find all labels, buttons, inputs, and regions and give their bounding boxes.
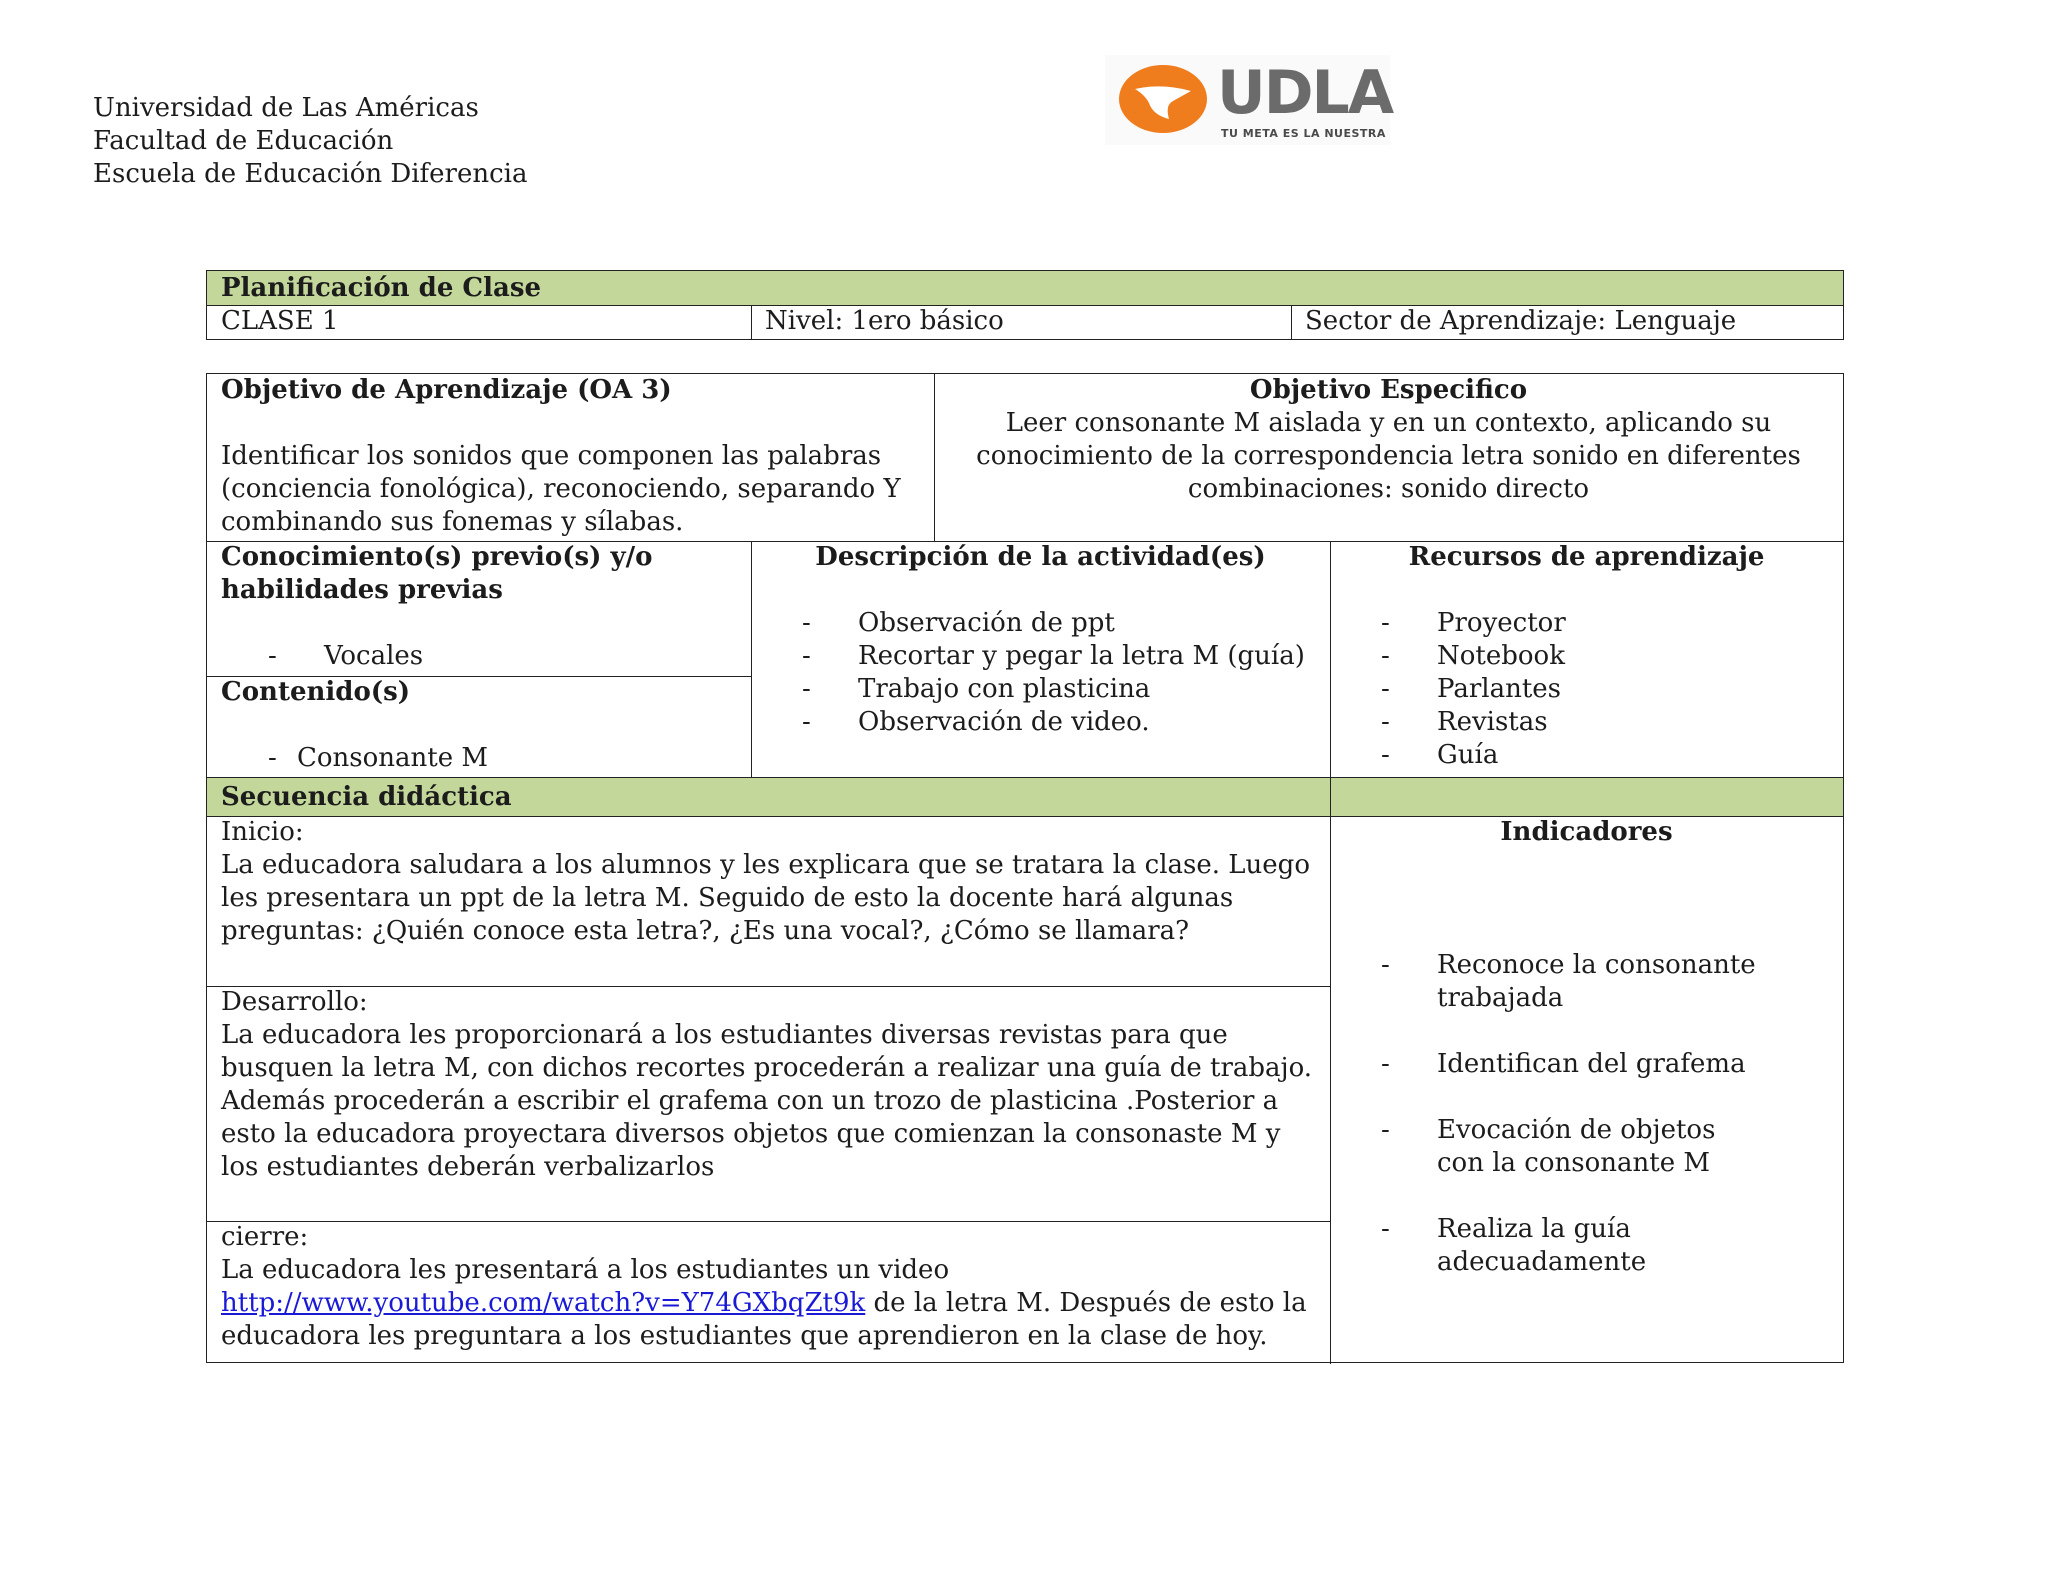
objetivo-title: Objetivo de Aprendizaje (OA 3) bbox=[221, 375, 672, 405]
contenidos-title: Contenido(s) bbox=[221, 677, 411, 707]
especifico-title: Objetivo Especifico bbox=[1249, 375, 1528, 405]
university-name: Universidad de Las Américas bbox=[93, 93, 479, 123]
contenidos-cell bbox=[207, 676, 751, 777]
list-item: - Consonante M bbox=[221, 742, 737, 775]
cierre-cell bbox=[207, 1221, 1330, 1362]
inicio-cell bbox=[207, 816, 1330, 986]
plan-title: Planificación de Clase bbox=[207, 271, 1843, 305]
list-item: - Notebook bbox=[1334, 640, 1829, 673]
institution-header bbox=[93, 92, 527, 191]
cierre-label: cierre: bbox=[221, 1222, 309, 1252]
list-item: - Reconoce la consonante trabajada bbox=[1334, 949, 1829, 1015]
actividades-title: Descripción de la actividad(es) bbox=[815, 542, 1266, 572]
secuencia-title: Secuencia didáctica bbox=[207, 778, 1330, 816]
cierre-text-1: La educadora les presentará a los estudiantes un video bbox=[221, 1255, 950, 1285]
previos-title: Conocimiento(s) previo(s) y/o habilidades previas bbox=[221, 542, 653, 605]
list-item: - Identifican del grafema bbox=[1334, 1048, 1829, 1081]
list-item: - Parlantes bbox=[1334, 673, 1829, 706]
list-item: - Observación de video. bbox=[755, 706, 1316, 739]
list-item: - Revistas bbox=[1334, 706, 1829, 739]
school-name: Escuela de Educación Diferencia bbox=[93, 159, 528, 189]
recursos-cell bbox=[1330, 541, 1843, 777]
inicio-text: La educadora saludara a los alumnos y les explicara que se tratara la clase. Luego les presentara un ppt de la letra M. Seguido de esto la docente hará algunas preguntas: ¿Quién conoce esta letra?, ¿Es una vocal?, ¿Cómo se llamara? bbox=[221, 850, 1310, 946]
clase-cell: CLASE 1 bbox=[221, 306, 339, 336]
cierre-text-2: de la letra M. Después de esto la educadora les preguntara a los estudiantes que aprendieron en la clase de hoy. bbox=[221, 1288, 1307, 1351]
list-item: - Vocales bbox=[221, 640, 737, 673]
indicadores-list bbox=[1334, 949, 1829, 1279]
cierre-text bbox=[221, 1254, 1316, 1353]
indicadores-title: Indicadores bbox=[1500, 817, 1673, 847]
actividades-list bbox=[755, 607, 1316, 739]
nivel-cell: Nivel: 1ero básico bbox=[765, 306, 1004, 336]
list-item: - Guía bbox=[1334, 739, 1829, 772]
secuencia-header-blank bbox=[1331, 778, 1843, 816]
logo-wordmark: UDLA bbox=[1217, 58, 1393, 128]
list-item: - Proyector bbox=[1334, 607, 1829, 640]
list-item: - Realiza la guía adecuadamente bbox=[1334, 1213, 1829, 1279]
list-item: - Recortar y pegar la letra M (guía) bbox=[755, 640, 1316, 673]
inicio-label: Inicio: bbox=[221, 817, 304, 847]
previos-list bbox=[221, 640, 737, 673]
contenidos-list bbox=[221, 742, 737, 775]
objetivo-cell bbox=[207, 374, 934, 541]
udla-logo bbox=[1105, 55, 1393, 145]
actividades-cell bbox=[751, 541, 1330, 777]
desarrollo-cell bbox=[207, 986, 1330, 1221]
recursos-list bbox=[1334, 607, 1829, 772]
youtube-link[interactable]: http://www.youtube.com/watch?v=Y74GXbqZt9k bbox=[221, 1288, 866, 1318]
especifico-text: Leer consonante M aislada y en un contexto, aplicando su conocimiento de la correspondencia letra sonido en diferentes combinaciones: sonido directo bbox=[976, 408, 1801, 504]
previos-cell bbox=[207, 541, 751, 676]
desarrollo-text: La educadora les proporcionará a los estudiantes diversas revistas para que busquen la letra M, con dichos recortes procederán a realizar una guía de trabajo. Además procederán a escribir el grafema con un trozo de plasticina .Posterior a esto la educadora proyectara diversos objetos que comienzan la consonaste M y los estudiantes deberán verbalizarlos bbox=[221, 1020, 1313, 1182]
plan-table bbox=[206, 270, 1844, 340]
indicadores-cell bbox=[1330, 816, 1843, 1362]
udla-swoosh-icon bbox=[1113, 59, 1213, 139]
sector-cell: Sector de Aprendizaje: Lenguaje bbox=[1305, 306, 1737, 336]
logo-tagline: TU META ES LA NUESTRA bbox=[1221, 127, 1386, 140]
list-item: - Evocación de objetos con la consonante M bbox=[1334, 1114, 1829, 1180]
desarrollo-label: Desarrollo: bbox=[221, 987, 368, 1017]
especifico-cell bbox=[934, 374, 1843, 541]
list-item: - Trabajo con plasticina bbox=[755, 673, 1316, 706]
main-table bbox=[206, 373, 1844, 1363]
list-item: - Observación de ppt bbox=[755, 607, 1316, 640]
recursos-title: Recursos de aprendizaje bbox=[1408, 542, 1765, 572]
objetivo-text: Identificar los sonidos que componen las palabras (conciencia fonológica), reconociendo, separando Y combinando sus fonemas y sílabas. bbox=[221, 441, 901, 537]
faculty-name: Facultad de Educación bbox=[93, 126, 394, 156]
